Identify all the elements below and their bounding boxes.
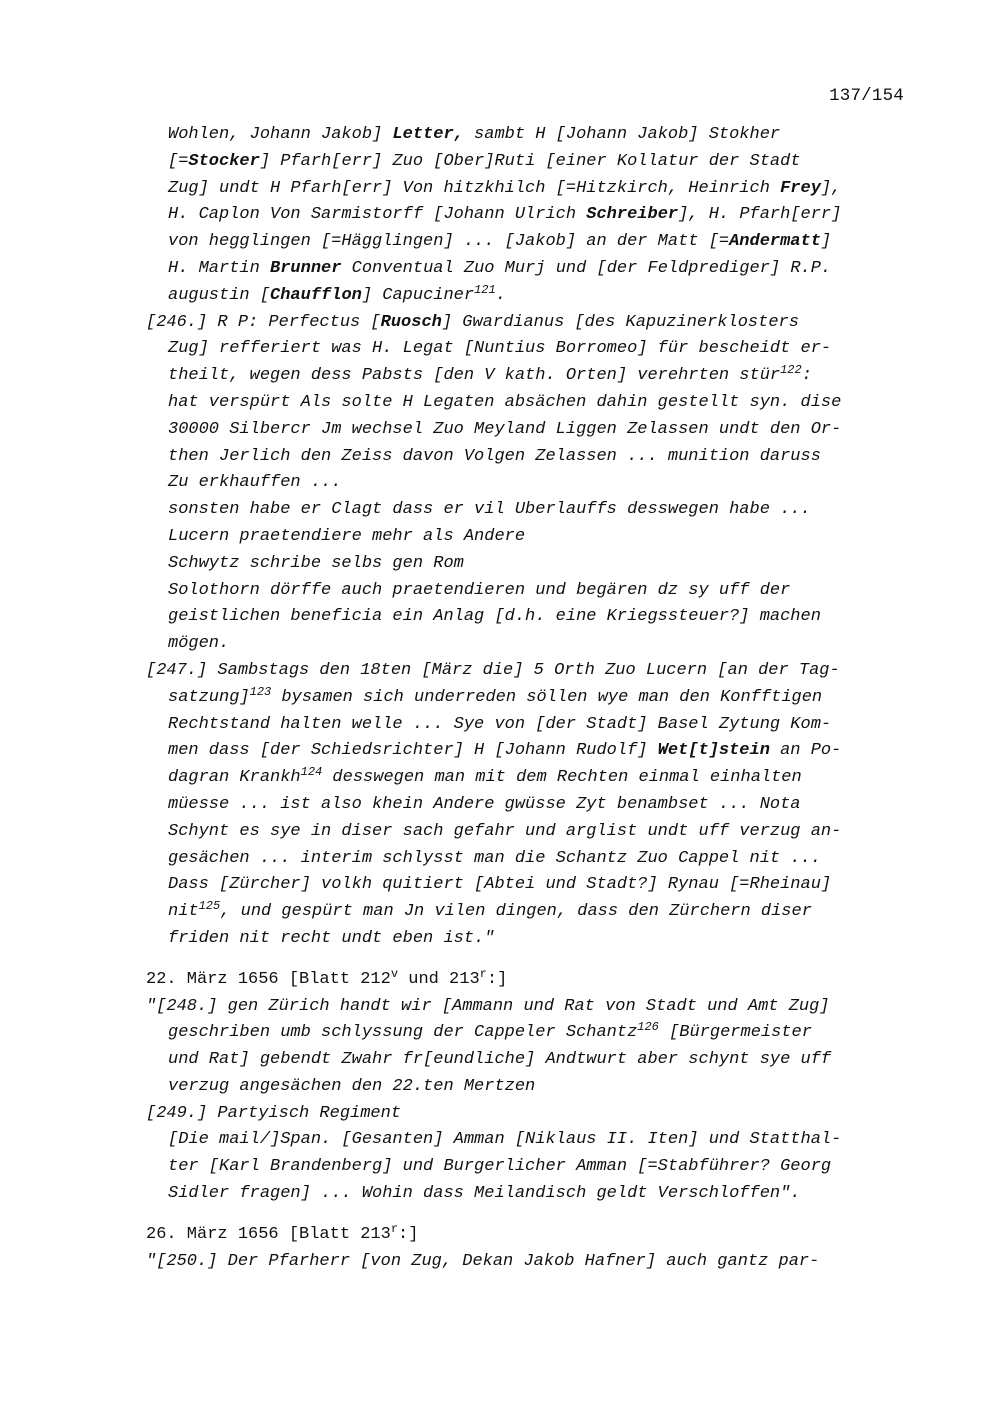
footnote-ref: 124 xyxy=(300,765,323,780)
text-run: [= xyxy=(168,151,189,171)
text-line xyxy=(146,685,916,712)
text-run: 26. März 1656 [Blatt 213 xyxy=(146,1224,391,1244)
text-line: Zug] refferiert was H. Legat [Nuntius Borromeo] für bescheidt er- xyxy=(168,339,832,359)
text-run: 22. März 1656 [Blatt 212 xyxy=(146,969,391,989)
text-run: augustin [ xyxy=(168,285,271,305)
text-run: geschriben umb schlyssung der Cappeler Schantz xyxy=(168,1023,638,1043)
text-line: verzug angesächen den 22.ten Mertzen xyxy=(168,1076,536,1096)
text-line: "[250.] Der Pfarherr [von Zug, Dekan Jakob Hafner] auch gantz par- xyxy=(146,1251,820,1271)
text-run: :] xyxy=(398,1224,419,1244)
text-line: geistlichen beneficia ein Anlag [d.h. eine Kriegssteuer?] machen xyxy=(168,607,821,627)
text-line: mögen. xyxy=(168,634,230,654)
footnote-ref: 126 xyxy=(637,1020,659,1035)
text-line: ter [Karl Brandenberg] und Burgerlicher Amman [=Stabführer? Georg xyxy=(168,1157,832,1177)
person-name: Stocker xyxy=(188,151,260,171)
paragraph-246 xyxy=(146,310,916,658)
text-run: und 213 xyxy=(398,969,480,989)
text-line: Dass [Zürcher] volkh quitiert [Abtei und Stadt?] Rynau [=Rheinau] xyxy=(168,875,832,895)
text-line: [247.] Sambstags den 18ten [März die] 5 Orth Zuo Lucern [an der Tag- xyxy=(146,660,840,680)
text-line: 30000 Silbercr Jm wechsel Zuo Meyland Liggen Zelassen undt den Or- xyxy=(168,419,842,439)
text-run: , und gespürt man Jn vilen dingen, dass den Zürchern diser xyxy=(220,902,812,922)
paragraph-248 xyxy=(146,994,916,1101)
text-run: sambt H [Johann Jakob] Stokher xyxy=(463,125,781,144)
text-run: theilt, wegen dess Pabsts [den V kath. Orten] verehrten stür xyxy=(168,366,781,386)
footnote-ref: 125 xyxy=(198,899,221,914)
paragraph-249 xyxy=(146,1101,916,1208)
text-run: H. Martin xyxy=(168,258,271,278)
text-run: Wohlen, Johann Jakob] xyxy=(168,125,393,144)
text-run: satzung] xyxy=(168,687,250,707)
text-line xyxy=(168,283,916,310)
text-line: friden nit recht undt eben ist." xyxy=(168,928,495,948)
text-line xyxy=(146,899,916,926)
text-line xyxy=(168,122,916,149)
person-name: Ruosch xyxy=(380,312,442,332)
text-run: von hegglingen [=Hägglingen] ... [Jakob] an der Matt [= xyxy=(168,232,730,252)
folio-side: r xyxy=(390,1221,399,1236)
text-line: Zu erkhauffen ... xyxy=(168,473,342,493)
paragraph-245 xyxy=(146,122,916,310)
text-run: ] Capuciner xyxy=(361,285,475,305)
text-run: men dass [der Schiedsrichter] H [Johann Rudolf] xyxy=(168,741,658,761)
text-line: Rechtstand halten welle ... Sye von [der Stadt] Basel Zytung Kom- xyxy=(168,714,832,734)
text-run: dagran Krankh xyxy=(168,768,301,788)
text-run: [Bürgermeister xyxy=(658,1023,812,1043)
person-name: Brunner xyxy=(270,258,342,278)
text-run: . xyxy=(495,285,506,305)
footnote-ref: 123 xyxy=(249,684,272,699)
text-line xyxy=(168,256,916,283)
text-run: desswegen man mit dem Rechten einmal einhalten xyxy=(322,768,802,788)
text-line xyxy=(168,229,916,256)
paragraph-250 xyxy=(146,1249,916,1276)
text-line: Schynt es sye in diser sach gefahr und arglist undt uff verzug an- xyxy=(168,821,842,841)
date-heading xyxy=(146,1222,916,1249)
text-run: an Po- xyxy=(769,741,842,761)
text-run: bysamen sich underreden söllen wye man den Konfftigen xyxy=(271,687,823,707)
text-run: H. Caplon Von Sarmistorff [Johann Ulrich xyxy=(168,205,587,225)
text-run: ], xyxy=(820,178,842,198)
text-run: ], H. Pfarh[err] xyxy=(678,205,842,225)
text-line: und Rat] gebendt Zwahr fr[eundliche] Andtwurt aber schynt sye uff xyxy=(168,1050,832,1070)
folio-side: v xyxy=(390,966,399,981)
person-name: Letter, xyxy=(392,125,464,144)
text-line xyxy=(168,176,916,203)
text-line xyxy=(146,765,916,792)
footnote-ref: 122 xyxy=(780,363,802,378)
text-run: : xyxy=(801,366,812,386)
text-line: Solothorn dörffe auch praetendieren und begären dz sy uff der xyxy=(168,580,791,600)
text-line: then Jerlich den Zeiss davon Volgen Zelassen ... munition daruss xyxy=(168,446,821,466)
text-line: Sidler fragen] ... Wohin dass Meilandisch geldt Verschloffen". xyxy=(168,1184,801,1204)
text-run: ] Gwardianus [des Kapuzinerklosters xyxy=(441,312,799,332)
person-name: Chaufflon xyxy=(270,285,362,305)
text-run: Zug] undt H Pfarh[err] Von hitzkhilch [=Hitzkirch, Heinrich xyxy=(168,178,781,198)
text-line: [249.] Partyisch Regiment xyxy=(146,1103,402,1123)
text-line: Schwytz schribe selbs gen Rom xyxy=(168,553,464,573)
text-line: hat verspürt Als solte H Legaten absächen dahin gestellt syn. dise xyxy=(168,392,842,412)
text-run: ] Pfarh[err] Zuo [Ober]Ruti [einer Kollatur der Stadt xyxy=(259,151,801,171)
text-run: nit xyxy=(168,902,199,922)
person-name: Andermatt xyxy=(729,232,821,252)
text-line xyxy=(146,310,916,337)
person-name: Wet[t]stein xyxy=(657,741,770,761)
text-run: ] xyxy=(820,232,832,252)
date-heading xyxy=(146,967,916,994)
text-line: Lucern praetendiere mehr als Andere xyxy=(168,526,526,546)
text-line: müesse ... ist also khein Andere gwüsse Zyt benambset ... Nota xyxy=(168,794,801,814)
text-line xyxy=(168,202,916,229)
person-name: Frey xyxy=(780,178,821,198)
text-run: :] xyxy=(486,969,508,989)
text-run: [246.] R P: Perfectus [ xyxy=(146,312,381,332)
person-name: Schreiber xyxy=(586,205,679,225)
paragraph-247 xyxy=(146,658,916,953)
text-line: "[248.] gen Zürich handt wir [Ammann und Rat von Stadt und Amt Zug] xyxy=(146,996,830,1016)
text-line: sonsten habe er Clagt dass er vil Uberlauffs desswegen habe ... xyxy=(168,500,811,520)
text-line xyxy=(146,1020,916,1047)
text-line: gesächen ... interim schlysst man die Schantz Zuo Cappel nit ... xyxy=(168,848,821,868)
footnote-ref: 121 xyxy=(474,282,496,297)
document-body xyxy=(146,122,916,1275)
page-number: 137/154 xyxy=(829,86,904,106)
text-run: Conventual Zuo Murj und [der Feldprediger] R.P. xyxy=(341,258,832,278)
text-line xyxy=(168,149,916,176)
text-line xyxy=(146,738,916,765)
text-line: [Die mail/]Span. [Gesanten] Amman [Niklaus II. Iten] und Statthal- xyxy=(168,1130,842,1150)
folio-side: r xyxy=(479,966,487,981)
text-line xyxy=(146,363,916,390)
